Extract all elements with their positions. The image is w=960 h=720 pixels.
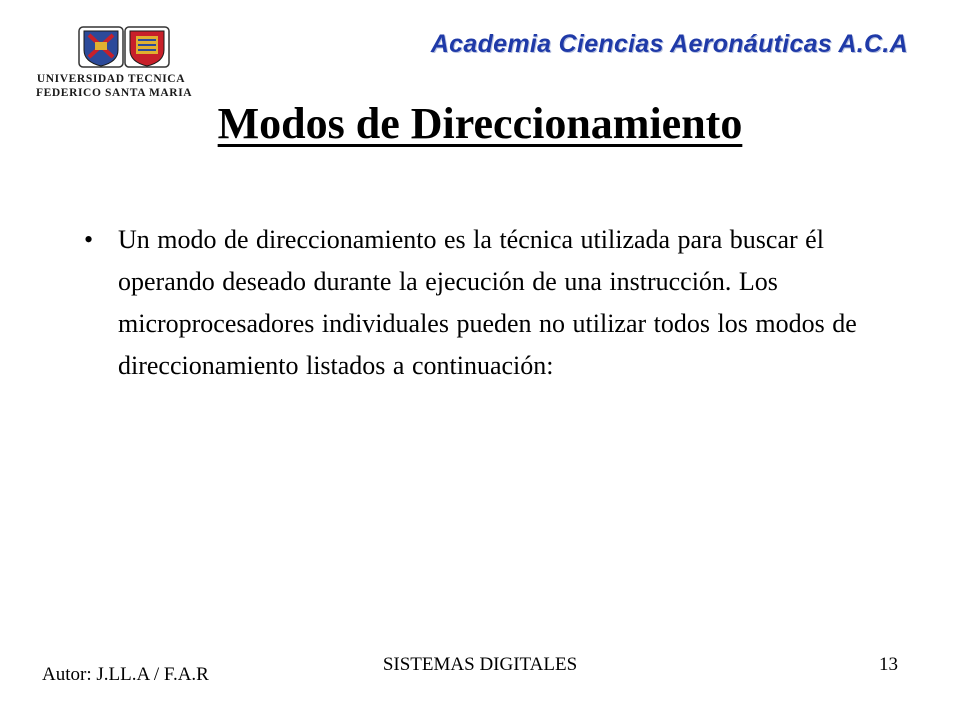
footer-author: Autor: J.LL.A / F.A.R xyxy=(42,664,209,685)
university-crest-icon xyxy=(78,26,170,68)
page-number: 13 xyxy=(879,654,898,675)
academy-header: Academia Ciencias Aeronáuticas A.C.A xyxy=(430,30,908,58)
footer-course: SISTEMAS DIGITALES xyxy=(382,654,578,675)
university-logo xyxy=(36,26,193,106)
bullet-marker: • xyxy=(84,225,94,254)
bullet-item xyxy=(84,219,884,387)
logo-text-line1: UNIVERSIDAD TECNICA xyxy=(36,73,186,85)
logo-text-line2: FEDERICO SANTA MARIA xyxy=(36,87,193,99)
slide-title: Modos de Direccionamiento xyxy=(217,99,743,148)
bullet-text: Un modo de direccionamiento es la técnica utilizada para buscar él operando deseado durante la ejecución de una instrucción. Los microprocesadores individuales pueden no utilizar todos los modos de direccionamiento listados a continuación: xyxy=(118,225,857,380)
